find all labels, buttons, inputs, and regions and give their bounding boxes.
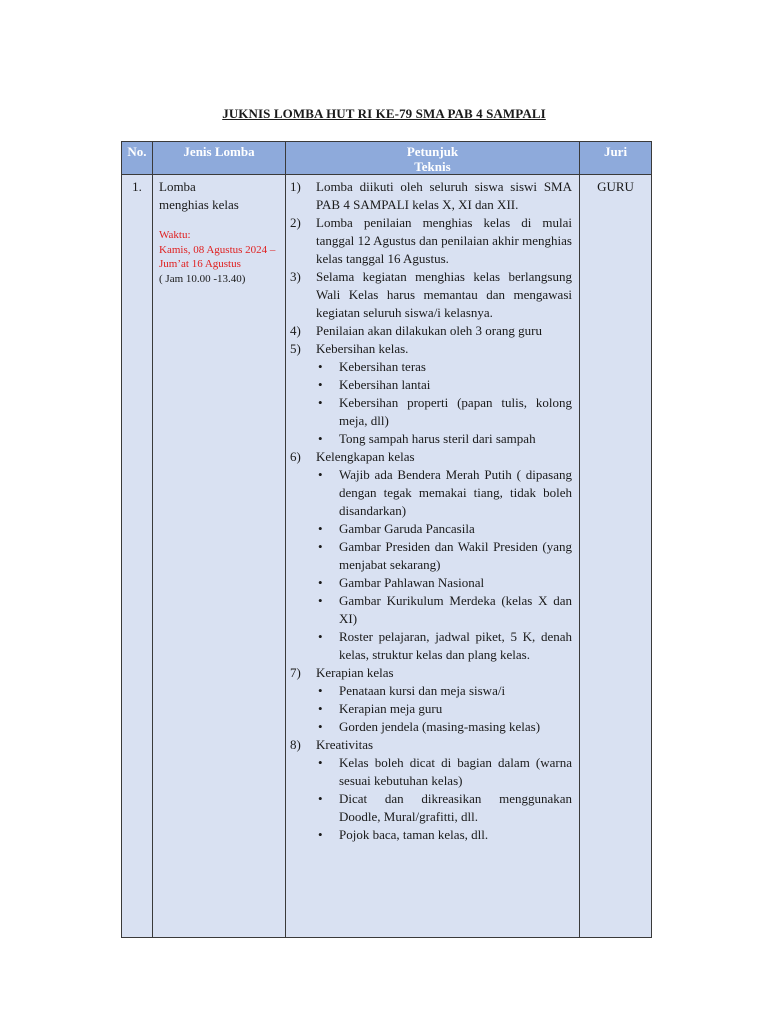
- bullet-icon: •: [318, 377, 323, 392]
- step-item: [290, 340, 572, 448]
- bullet-text: Kebersihan teras: [339, 359, 426, 374]
- bullet-list: [316, 466, 572, 664]
- bullet-item: [316, 430, 572, 448]
- waktu-label: Waktu:: [159, 229, 191, 241]
- header-petunjuk-line2: Teknis: [414, 159, 451, 174]
- step-number: 5): [290, 341, 301, 356]
- step-text: Selama kegiatan menghias kelas berlangsung Wali Kelas harus memantau dan mengawasi kegiatan seluruh siswa/i kelasnya.: [316, 269, 572, 320]
- jam-text: ( Jam 10.00 -13.40): [159, 272, 246, 285]
- step-text: Lomba penilaian menghias kelas di mulai tanggal 12 Agustus dan penilaian akhir menghias kelas tanggal 16 Agustus.: [316, 215, 572, 266]
- step-item: [290, 178, 572, 214]
- bullet-list: [316, 754, 572, 844]
- bullet-text: Gambar Garuda Pancasila: [339, 521, 475, 536]
- step-text: Penilaian akan dilakukan oleh 3 orang guru: [316, 323, 542, 338]
- step-text: Lomba diikuti oleh seluruh siswa siswi SMA PAB 4 SAMPALI kelas X, XI dan XII.: [316, 179, 572, 212]
- bullet-item: [316, 628, 572, 664]
- jenis-line2: menghias kelas: [159, 197, 239, 212]
- step-number: 3): [290, 269, 301, 284]
- bullet-text: Gambar Kurikulum Merdeka (kelas X dan XI): [339, 593, 572, 626]
- bullet-item: [316, 538, 572, 574]
- bullet-item: [316, 376, 572, 394]
- table-row: [122, 175, 652, 938]
- bullet-text: Penataan kursi dan meja siswa/i: [339, 683, 506, 698]
- header-petunjuk-teknis: [286, 142, 580, 175]
- cell-petunjuk-teknis: [286, 175, 580, 938]
- step-number: 6): [290, 449, 301, 464]
- bullet-text: Kerapian meja guru: [339, 701, 443, 716]
- cell-jenis-lomba: [153, 175, 286, 938]
- step-item: [290, 214, 572, 268]
- waktu-text: Kamis, 08 Agustus 2024 – Jum’at 16 Agustus: [159, 243, 276, 270]
- step-number: 1): [290, 179, 301, 194]
- header-petunjuk-line1: Petunjuk: [406, 144, 459, 159]
- step-item: [290, 268, 572, 322]
- bullet-list: [316, 682, 572, 736]
- bullet-item: [316, 574, 572, 592]
- bullet-text: Gambar Presiden dan Wakil Presiden (yang menjabat sekarang): [339, 539, 572, 572]
- juknis-table: [121, 141, 652, 938]
- step-number: 4): [290, 323, 301, 338]
- step-text: Kelengkapan kelas: [316, 449, 415, 464]
- bullet-item: [316, 520, 572, 538]
- bullet-text: Gambar Pahlawan Nasional: [339, 575, 485, 590]
- header-juri: Juri: [580, 142, 652, 175]
- bullet-text: Kelas boleh dicat di bagian dalam (warna sesuai kebutuhan kelas): [339, 755, 572, 788]
- step-number: 8): [290, 737, 301, 752]
- bullet-icon: •: [318, 359, 323, 374]
- step-item: [290, 736, 572, 844]
- bullet-list: [316, 358, 572, 448]
- bullet-text: Tong sampah harus steril dari sampah: [339, 431, 536, 446]
- bullet-text: Roster pelajaran, jadwal piket, 5 K, denah kelas, struktur kelas dan plang kelas.: [339, 629, 572, 662]
- bullet-item: [316, 682, 572, 700]
- bullet-text: Dicat dan dikreasikan menggunakan Doodle, Mural/grafitti, dll.: [339, 791, 572, 824]
- bullet-item: [316, 394, 572, 430]
- bullet-icon: •: [318, 431, 323, 446]
- bullet-item: [316, 700, 572, 718]
- bullet-item: [316, 718, 572, 736]
- bullet-icon: •: [318, 791, 323, 806]
- bullet-icon: •: [318, 521, 323, 536]
- cell-juri: GURU: [580, 175, 652, 938]
- document-title: JUKNIS LOMBA HUT RI KE-79 SMA PAB 4 SAMPALI: [222, 106, 546, 121]
- bullet-text: Gorden jendela (masing-masing kelas): [339, 719, 541, 734]
- cell-no: 1.: [122, 175, 153, 938]
- bullet-icon: •: [318, 701, 323, 716]
- bullet-text: Kebersihan properti (papan tulis, kolong meja, dll): [339, 395, 572, 428]
- bullet-icon: •: [318, 395, 323, 410]
- bullet-icon: •: [318, 719, 323, 734]
- steps-list: [290, 178, 572, 844]
- table-header-row: [122, 142, 652, 175]
- step-item: [290, 322, 572, 340]
- header-no: No.: [122, 142, 153, 175]
- step-text: Kerapian kelas: [316, 665, 394, 680]
- step-item: [290, 664, 572, 736]
- bullet-icon: •: [318, 539, 323, 554]
- jenis-line1: Lomba: [159, 179, 196, 194]
- step-number: 2): [290, 215, 301, 230]
- bullet-icon: •: [318, 629, 323, 644]
- step-text: Kebersihan kelas.: [316, 341, 409, 356]
- bullet-item: [316, 826, 572, 844]
- bullet-item: [316, 358, 572, 376]
- bullet-item: [316, 754, 572, 790]
- bullet-icon: •: [318, 755, 323, 770]
- bullet-icon: •: [318, 575, 323, 590]
- bullet-item: [316, 592, 572, 628]
- bullet-item: [316, 790, 572, 826]
- bullet-icon: •: [318, 467, 323, 482]
- waktu-block: [159, 228, 279, 272]
- step-number: 7): [290, 665, 301, 680]
- bullet-text: Pojok baca, taman kelas, dll.: [339, 827, 489, 842]
- bullet-item: [316, 466, 572, 520]
- step-item: [290, 448, 572, 664]
- bullet-text: Wajib ada Bendera Merah Putih ( dipasang dengan tegak memakai tiang, tidak boleh disandarkan): [339, 467, 572, 518]
- step-text: Kreativitas: [316, 737, 374, 752]
- bullet-icon: •: [318, 827, 323, 842]
- bullet-icon: •: [318, 683, 323, 698]
- header-jenis-lomba: Jenis Lomba: [153, 142, 286, 175]
- bullet-icon: •: [318, 593, 323, 608]
- bullet-text: Kebersihan lantai: [339, 377, 431, 392]
